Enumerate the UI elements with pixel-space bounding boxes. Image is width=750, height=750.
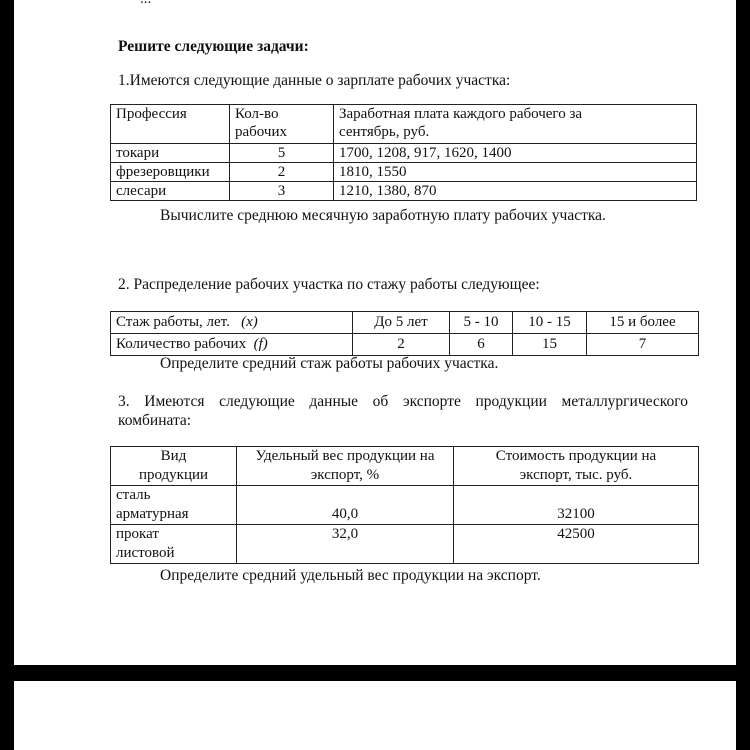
table-cell: 1700, 1208, 917, 1620, 1400 <box>334 144 697 163</box>
table-row <box>111 144 697 163</box>
table-header-cell <box>111 447 237 486</box>
row-label: Количество рабочих <box>116 336 247 352</box>
cut-off-text <box>140 0 151 8</box>
row-label: Стаж работы, лет. <box>116 314 230 330</box>
table-header-cell: Профессия <box>111 105 230 144</box>
table-cell: токари <box>111 144 230 163</box>
header-line: Вид <box>160 448 187 464</box>
table-cell: фрезеровщики <box>111 163 230 182</box>
row-symbol: (x) <box>241 314 258 330</box>
table-cell: 15 и более <box>587 312 699 334</box>
header-line: экспорт, тыс. руб. <box>519 467 633 483</box>
header-line: Заработная плата каждого рабочего за <box>339 106 583 122</box>
table-cell: 15 <box>513 334 587 356</box>
header-line: Стоимость продукции на <box>495 448 657 464</box>
table-header-cell <box>454 447 699 486</box>
table-cell: 6 <box>450 334 513 356</box>
task2-question: Определите средний стаж работы рабочих участка. <box>160 355 499 372</box>
table-cell <box>111 312 353 334</box>
header-line: продукции <box>138 467 209 483</box>
salary-table <box>110 104 697 201</box>
table-header-row <box>111 447 699 486</box>
table-cell: 7 <box>587 334 699 356</box>
table-cell <box>111 334 353 356</box>
header-line: рабочих <box>235 124 287 140</box>
table-header-cell <box>334 105 697 144</box>
task2-title: 2. Распределение рабочих участка по стажу работы следующее: <box>118 276 540 293</box>
table-row <box>111 525 699 564</box>
table-cell <box>111 486 237 525</box>
table-cell: 5 - 10 <box>450 312 513 334</box>
table-row <box>111 486 699 525</box>
task3-title-continued: комбината: <box>118 412 192 429</box>
table-cell: 32100 <box>454 486 699 525</box>
table-row <box>111 163 697 182</box>
table-cell: 40,0 <box>237 486 454 525</box>
table-row <box>111 312 699 334</box>
table-header-cell <box>237 447 454 486</box>
task3-title: 3. Имеются следующие данные об экспорте продукции металлургического <box>118 393 688 410</box>
table-cell: 42500 <box>454 525 699 564</box>
table-row <box>111 182 697 201</box>
table-cell <box>111 525 237 564</box>
task1-title: 1.Имеются следующие данные о зарплате рабочих участка: <box>118 72 511 89</box>
table-header-row <box>111 105 697 144</box>
cell-line: прокат <box>116 526 159 542</box>
next-document-page <box>14 681 736 750</box>
cell-line: арматурная <box>116 506 189 522</box>
document-page <box>14 0 736 665</box>
table-cell: 1810, 1550 <box>334 163 697 182</box>
header-line: Кол-во <box>235 106 279 122</box>
table-cell: 2 <box>230 163 334 182</box>
table-cell: слесари <box>111 182 230 201</box>
table-row <box>111 334 699 356</box>
experience-table <box>110 311 699 356</box>
task3-question: Определите средний удельный вес продукции на экспорт. <box>160 567 541 584</box>
header-line: сентябрь, руб. <box>339 124 430 140</box>
header-line: Удельный вес продукции на <box>255 448 435 464</box>
cell-line: сталь <box>116 487 151 503</box>
row-symbol: (f) <box>253 336 268 352</box>
task1-question: Вычислите среднюю месячную заработную плату рабочих участка. <box>160 207 606 224</box>
table-cell: 1210, 1380, 870 <box>334 182 697 201</box>
page-heading: Решите следующие задачи: <box>118 38 309 55</box>
table-cell: 10 - 15 <box>513 312 587 334</box>
table-cell: 2 <box>353 334 450 356</box>
export-table <box>110 446 699 564</box>
table-cell: 5 <box>230 144 334 163</box>
cell-line: листовой <box>116 545 175 561</box>
table-cell: 32,0 <box>237 525 454 564</box>
header-line: экспорт, % <box>310 467 380 483</box>
table-cell: До 5 лет <box>353 312 450 334</box>
table-cell: 3 <box>230 182 334 201</box>
table-header-cell <box>230 105 334 144</box>
